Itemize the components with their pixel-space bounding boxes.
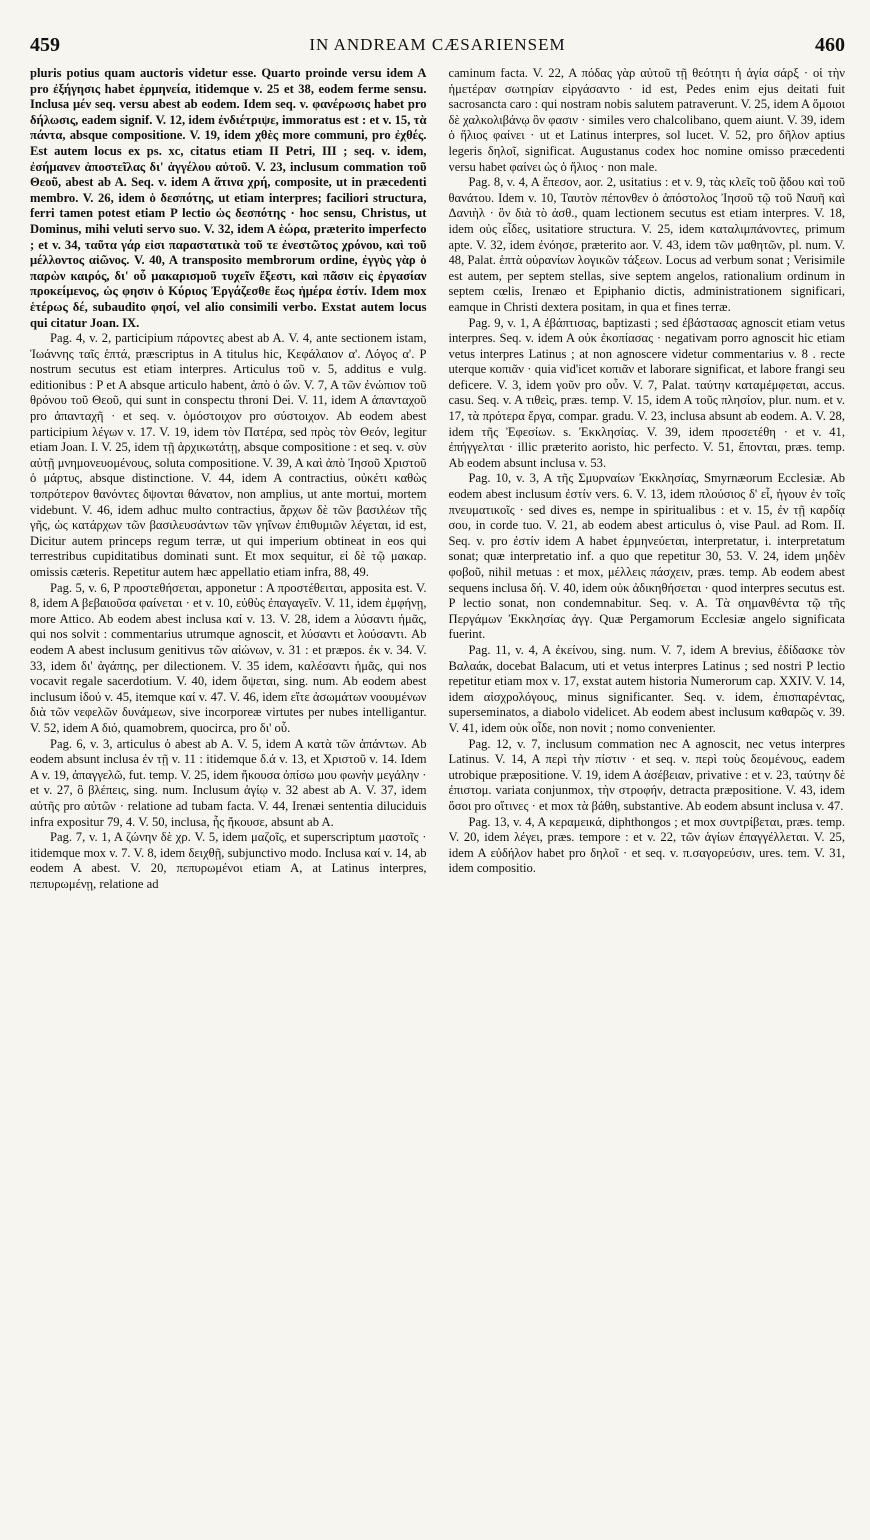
page-number-right: 460 [815, 33, 845, 56]
paragraph: Pag. 5, v. 6, P προστεθήσεται, apponetur : A προστέθειται, apposita est. V. 8, idem A βεβαιοῦσα φαίνεται · et v. 10, εὐθὺς ἐπαγαγεῖν. V. 11, idem ἐμφήνῃ, more Attico. Ab eodem abest inclusa καί v. 13. V. 28, idem a λύσαντι ἡμᾶς, qui nos solvit : commentarius utrumque agnoscit, et λύσαντι et λούσαντι. Ab eodem A abest inclusum genitivus τῶν αἰώνων, v. 31 : et præpos. ἐκ v. 34. V. 33, idem δι' ἀγάπης, per dilectionem. V. 35 idem, καλέσαντι ἡμᾶς, qui nos vocavit regale sacerdotium. V. 40, idem ὄψεται, sing. num. Ab eodem abest inclusum ἰδού v. 45, itemque καί v. 47. V. 46, idem εἴτε ἀσωμάτων νοουμένων διὰ τῶν νεφελῶν δυνάμεων, sive incorporeæ virtutes per nubes intelligantur. V. 52, idem A διό, quamobrem, quocirca, pro δι' οὗ. [30, 580, 427, 735]
paragraph: Pag. 9, v. 1, A ἐβάπτισας, baptizasti ; sed ἐβάστασας agnoscit etiam vetus interpres. Seq. v. idem A οὐκ ἐκοπίασας · negativam porro agnoscit hic etiam vetus interpres Latinus ; at non agnoscere videtur commentarius v. 8 . recte uterque κοπιᾶν · quia vid'icet κοπιᾶν et laborare significat, et labore frangi seu deficere. V. 3, idem γοῦν pro οὖν. V. 7, Palat. ταύτην καταμέμφεται, accus. casu. Seq. v. A τιθεὶς, præs. temp. V. 15, idem A τοῦς πλησίον, plur. num. et v. 17, τὰ πρότερα ἔργα, compar. gradu. V. 23, inclusa absunt ab eodem. A. V. 28, idem τῆς Ἐφεσίων. s. Ἐκκλησίας. V. 39, idem προσετέθη · et v. 41, ἐπήγγελται · illic præterito aoristo, hic perfecto. V. 51, ἔπονται, præs. temp. Ab eodem absunt inclusa v. 53. [448, 315, 845, 470]
paragraph: Pag. 4, v. 2, participium πάροντες abest ab A. V. 4, ante sectionem istam, Ἰωάννης ταῖς ἑπτά, præscriptus in A titulus hic, Κεφάλαιον α'. Λόγος α'. P nostrum secutus est etiam interpres. Articulus τοῦ v. 5, additus e vulg. editionibus : P et A absque articulo habent, ἀπὸ ὁ ὤν. V. 7, A τῶν ἐνώπιον τοῦ θρόνου τοῦ Θεοῦ, qui sunt in conspectu throni Dei. V. 11, idem A ἁπανταχοῦ pro ἁπανταχῆ · et seq. v. ὁμόστοιχον pro σύστοιχον. Ab eodem abest participium λέγων v. 17. V. 19, idem τὸν Πατέρα, sed πρὸς τὸν Θεόν, legitur etiam Joan. I. V. 25, idem τῇ ἀρχικωτάτῃ, absque compositione : et seq. v. σὺν αὐτῇ μνημονευομένους, soluta compositione. V. 39, A καὶ ἀπὸ Ἰησοῦ Χριστοῦ ὁ μάρτυς, absque distinctione. V. 44, idem A contractius, οὐκέτι καθὼς τοπρότερον θανόντες δψονται θάνατον, non amplius, ut ante mortui, mortem videbunt. V. 46, idem adhuc multo contractius, ἄρχων δὲ τῶν βασιλέων τῆς γῆς, ὡς κατάρχων τῶν βασιλευσάντων τῶν γηΐνων ἐπιθυμιῶν λέγεται, id est, Dicitur autem princeps regum terræ, ut qui imperium obtineat in eos qui terrestribus cupiditatibus dominati sunt. Et mox sequitur, εἰ δὲ τῷ μακαρ. omissis cæteris. Repetitur autem hæc appellatio etiam infra, 88, 49. [30, 331, 427, 579]
paragraph: Pag. 12, v. 7, inclusum commation nec A agnoscit, nec vetus interpres Latinus. V. 14, A περὶ τὴν πίστιν · et seq. v. περὶ τοὺς δεομένους, eadem utrobique præpositione. V. 19, idem A ἀσέβειαν, privative : et v. 23, ταύτην δὲ ἐπιστομ. variata conjunmox, τὴν στροφήν, detracta præpositione. V. 43, idem ὅσοι pro οἵτινες · et mox τὰ βάθη, substantive. Ab eodem absunt inclusa v. 47. [448, 736, 845, 813]
paragraph: Pag. 13, v. 4, A κεραμεικά, diphthongos ; et mox συντρίβεται, præs. temp. V. 20, idem λέγει, præs. tempore : et v. 22, τῶν ἁγίων ἐπαγγέλλεται. V. 25, idem A εὐδήλον habet pro δηλοῖ · et seq. v. π.σαγορεύσιν, ures. tem. V. 31, idem compositio. [448, 814, 845, 876]
paragraph: Pag. 10, v. 3, A τῆς Σμυρναίων Ἐκκλησίας, Smyrnæorum Ecclesiæ. Ab eodem abest inclusum ἐστίν vers. 6. V. 13, idem πλούσιος δ' εἶ, ἡγουν ἐν τοῖς πνευματικοῖς · sed dives es, nempe in spiritualibus : et v. 15, ἐν τῇ καρδίᾳ σου, in corde tuo. V. 21, ab eodem abest articulus ὁ, vise Paul. ad Rom. II. Seq. v. pro ἐστίν idem A habet ἑρμηνεύεται, interpretatur, i. interpretatum sonat; quæ interpretatio inf. a quo que repetitur 30, 53. V. 24, idem μηδὲν φοβοῦ, nihil metuas : et mox, μέλλεις πάσχειν, præs. temp. Ab eodem abest sequens inclusa δή. V. 40, idem οὐκ ἀδικηθήσεται · quod interpres secutus est. P lectio sonat, non condemnabitur. Seq. v. A. Τὰ σημανθέντα τῷ τῆς Περγάμων Ἐκκλησίας ἀγγ. Quæ Pergamorum Ecclesiæ angelo significata fuerint. [448, 471, 845, 642]
paragraph: Pag. 6, v. 3, articulus ὁ abest ab A. V. 5, idem A κατὰ τῶν ἁπάντων. Ab eodem absunt inclusa ἐν τῇ v. 11 : itidemque δ.ά v. 13, et Χριστοῦ v. 14. Idem A v. 19, ἀπαγγελῶ, fut. temp. V. 25, idem ἤκουσα ὀπίσω μου φωνὴν μεγάλην · et v. 27, ὃ βλέπεις, sing. num. Inclusum ἁγίῳ v. 32 abest ab A. V. 37, idem αὐτῆς pro αὐτῶν · relatione ad tubam facta. V. 44, Irenæi sententia diluciduis infra expositur 79, 4. V. 50, inclusa, ἧς ἤκουσε, absunt ab A. [30, 736, 427, 829]
text-columns [30, 66, 845, 1520]
page-header [30, 30, 845, 60]
paragraph: Pag. 7, v. 1, A ζώνην δὲ χρ. V. 5, idem μαζοῖς, et superscriptum μαστοῖς · itidemque mox v. 7. V. 8, idem δειχθῇ, subjunctivo modo. Inclusa καί v. 14, ab eodem A abest. V. 20, πεπυρωμένοι etiam A, at Latinus interpres, πεπυρωμένῃ, relatione ad [30, 830, 427, 891]
right-column [449, 66, 846, 1520]
paragraph: Pag. 8, v. 4, A ἔπεσον, aor. 2, usitatius : et v. 9, τὰς κλεῖς τοῦ ᾅδου καὶ τοῦ θανάτου. Idem v. 10, Ταυτὸν πέπονθεν ὁ ἀπόστολος Ἰησοῦ τῷ τοῦ Ναυῆ καὶ Δανιὴλ · ὃν διὰ τὸ ἀσθ., quam lectionem secutus est etiam interpres. V. 18, idem οὐς εἶδες, usitatiore structura. V. 25, idem καταλιμπάνοντες, primum apte. V. 32, idem ἐνόησε, præterito aor. V. 43, idem τῶν μαθητῶν, pl. num. V. 48, Palat. ἑπτὰ οὐρανίων λογικῶν τάξεων. Locus ad verbum sonat ; Verisimile est autem, per septem stellas, sive septem angelos, rationalium ordinum in septem cœlis, Irenæo et Epiphanio dictis, administrationem significari, eamque in Christi dextera positam, in qua et fines terræ. [448, 175, 845, 314]
paragraph: Pag. 11, v. 4, A ἐκείνου, sing. num. V. 7, idem A brevius, ἐδίδασκε τὸν Βαλαάκ, docebat Balacum, uti et vetus interpres Latinus ; sed nostri P lectio repetitur etiam mox v. 17, exstat autem historia Numerorum cap. XXIV. V. 14, idem αἰσχρολόγους, minus significanter. Seq. v. idem, ἐπισπαρέντας, superseminatos, a diabolo videlicet. Ab eodem abest inclusum καθαρῶς v. 39. V. 41, idem οὐκ οἶδε, non novit ; nomo convenienter. [448, 642, 845, 735]
page-number-left: 459 [30, 33, 60, 56]
paragraph: pluris potius quam auctoris videtur esse. Quarto proinde versu idem A pro ἐξήγησις habet ἑρμηνεία, itidemque v. 25 et 38, eodem ferme sensu. Inclusa μέν seq. versu abest ab eodem. Idem seq. v. φανέρωσις habet pro δήλωσις, eadem signif. V. 12, idem ἐνδιέτριψε, immoratus est : et v. 15, τὰ πάντα, absque compositione. V. 19, idem χθὲς more communi, pro ἐχθές. Est autem locus ex ps. xc, citatus etiam II Petri, III ; seq. v. idem, ἐσήμανεν ἀποστεῖλας δι' ἀγγέλου αὐτοῦ. V. 23, inclusum commation τοῦ Θεοῦ, abest ab A. Seq. v. idem A ἅτινα χρή, composite, ut in præcedenti membro. V. 26, idem ὁ δεσπότης, ut etiam interpres; faciliori structura, ferri tamen potest etiam P lectio ὡς δεσπότης · hoc sensu, Christus, ut Dominus, mihi veluti servo suo. V. 32, idem A ἑώρα, præterito imperfecto ; et v. 34, ταῦτα γάρ εἰσι παραστατικὰ τοῦ τε ἐνεστῶτος χρόνου, καὶ τοῦ μέλλοντος αἰῶνος. V. 40, A transposito membrorum ordine, ἐγγὺς γὰρ ὁ παρὼν καιρός, δι' οὗ μακαρισμοῦ τυχεῖν ἔξεστι, καὶ πᾶσιν εἰς ἐργασίαν προκείμενος, ὡς φησιν ὁ Κύριος Ἐργάζεσθε ἕως ἡμέρα ἐστίν. Idem mox ἑτέρως δέ, subaudito φησί, vel alio consimili verbo. Exstat autem locus qui citatur Joan. IX. [30, 66, 427, 330]
paragraph: caminum facta. V. 22, A πόδας γὰρ αὐτοῦ τῇ θεότητι ἡ ἁγία σάρξ · οἱ τὴν ἡμετέραν σωτηρίαν εἰργάσαντο · id est, Pedes enim ejus deitati fuit sacrosancta caro : qui nostram nobis salutem patraverunt. V. 25, idem A ὅμοιοι δὲ χαλκολιβάνῳ ὃν φασιν · similes vero chalcolibano, quem aiunt. V. 39, idem ὁ ἥλιος φαίνει · ut et Latinus interpres, sol lucet. V. 52, pro δῆλον aptius legeris δηλοῖ, significat. Augustanus codex hoc nomine omisso præcedenti versu habet φαίνει ὡς ὁ ἥλιος · non male. [448, 66, 845, 174]
left-column [30, 66, 427, 1520]
running-title: IN ANDREAM CÆSARIENSEM [309, 35, 566, 54]
